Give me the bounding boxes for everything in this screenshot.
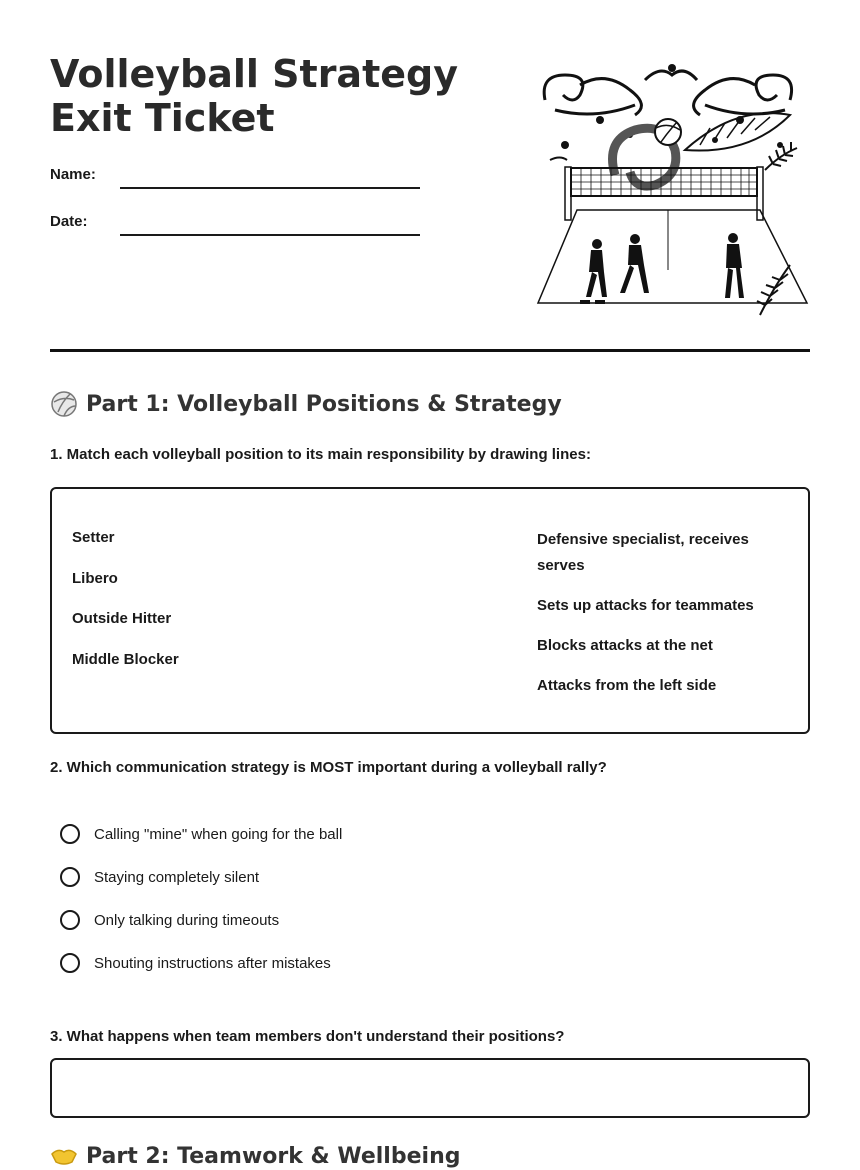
- question-1-prompt: 1. Match each volleyball position to its main responsibility by drawing lines:: [50, 446, 591, 463]
- position-item[interactable]: Outside Hitter: [72, 610, 172, 627]
- name-label: Name:: [50, 166, 96, 183]
- responsibility-item[interactable]: Defensive specialist, receives serves: [537, 531, 749, 574]
- position-item[interactable]: Setter: [72, 529, 115, 546]
- part1-title: [50, 390, 562, 418]
- name-field[interactable]: [120, 187, 420, 189]
- option-3[interactable]: [60, 910, 279, 930]
- part1-title-text: Part 1: Volleyball Positions & Strategy: [86, 391, 562, 417]
- option-4[interactable]: [60, 953, 331, 973]
- handshake-icon: [50, 1142, 78, 1170]
- part2-title: [50, 1142, 460, 1170]
- option-2[interactable]: [60, 867, 259, 887]
- date-field[interactable]: [120, 234, 420, 236]
- position-item[interactable]: Middle Blocker: [72, 650, 179, 668]
- option-label: Staying completely silent: [94, 868, 260, 886]
- volleyball-court-illustration: [535, 60, 810, 325]
- question-3-prompt: 3. What happens when team members don't understand their positions?: [50, 1028, 565, 1045]
- responsibility-item[interactable]: Attacks from the left side: [537, 677, 717, 694]
- position-item[interactable]: Libero: [72, 569, 118, 587]
- date-label: Date:: [50, 213, 88, 230]
- section-divider: [50, 349, 810, 352]
- option-1[interactable]: [60, 824, 342, 844]
- responsibilities-column: [537, 527, 777, 713]
- responsibility-item[interactable]: Blocks attacks at the net: [537, 637, 713, 654]
- radio-button[interactable]: [60, 953, 80, 973]
- option-label: Calling "mine" when going for the ball: [94, 825, 343, 843]
- volleyball-icon: [50, 390, 78, 418]
- radio-button[interactable]: [60, 824, 80, 844]
- responsibility-item[interactable]: Sets up attacks for teammates: [537, 597, 754, 614]
- radio-button[interactable]: [60, 910, 80, 930]
- answer-textbox[interactable]: [50, 1058, 810, 1118]
- part2-title-text: Part 2: Teamwork & Wellbeing: [86, 1143, 461, 1169]
- radio-button[interactable]: [60, 867, 80, 887]
- page-title: Volleyball Strategy Exit Ticket: [50, 52, 458, 140]
- option-label: Only talking during timeouts: [94, 911, 280, 929]
- question-2-prompt: 2. Which communication strategy is MOST important during a volleyball rally?: [50, 759, 607, 776]
- matching-box[interactable]: [50, 487, 810, 734]
- positions-column: [72, 527, 179, 689]
- option-label: Shouting instructions after mistakes: [94, 954, 331, 972]
